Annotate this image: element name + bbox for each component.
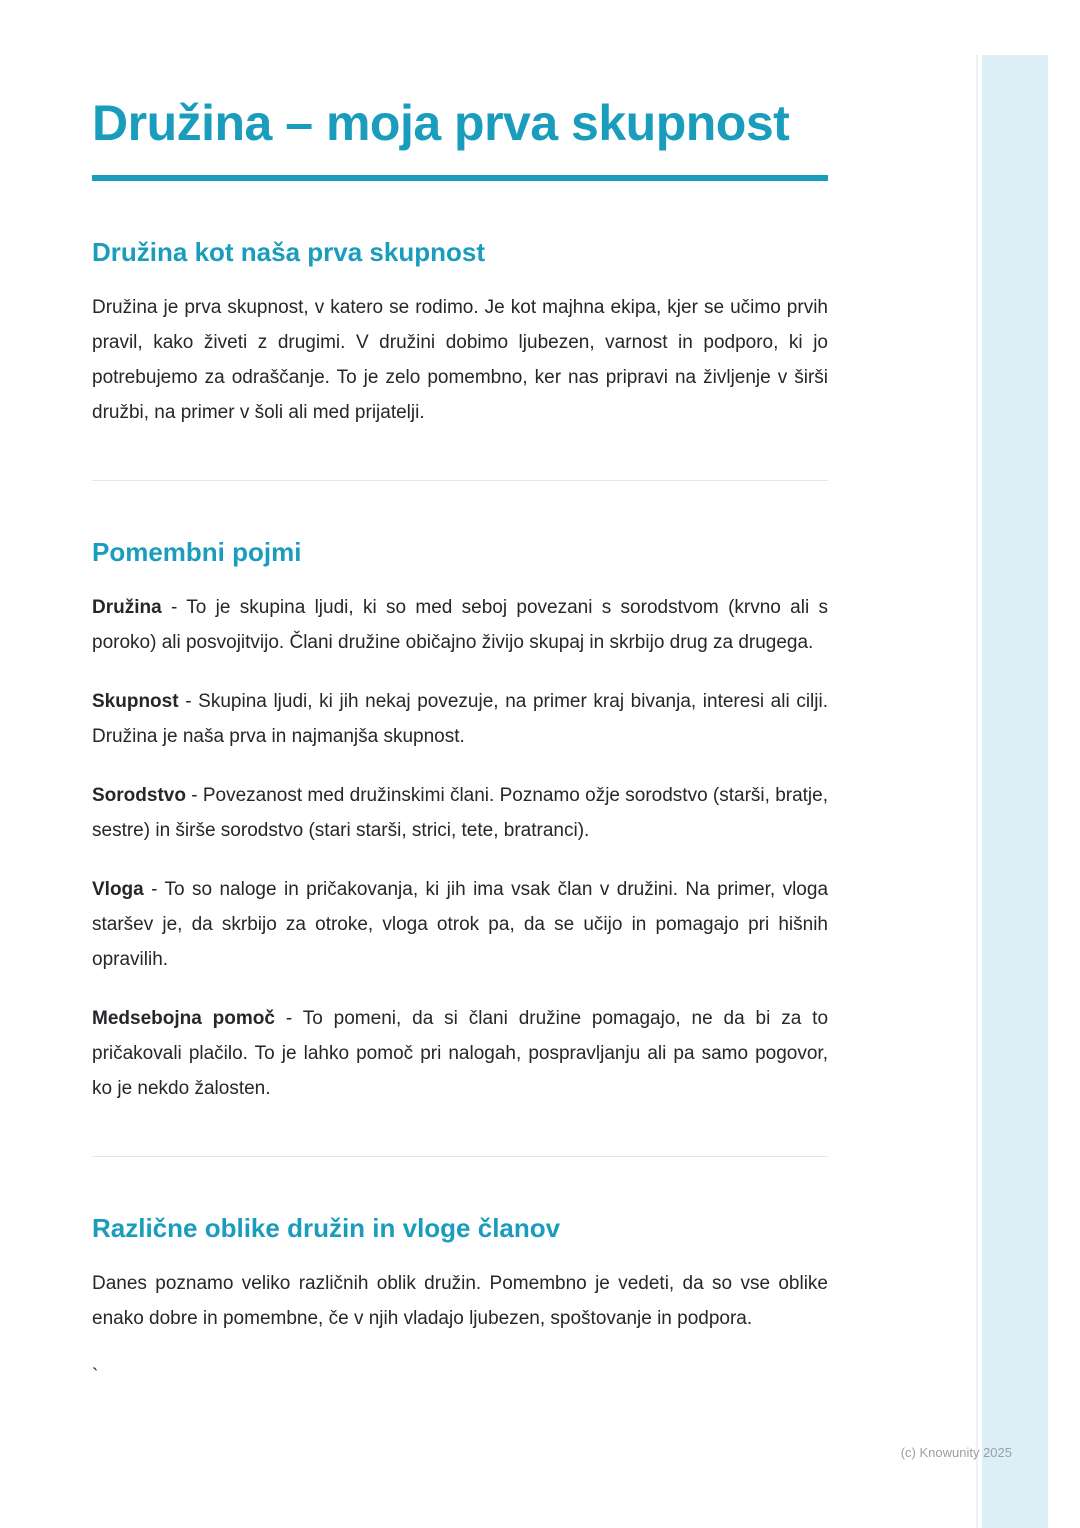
definition-text: - To je skupina ljudi, ki so med seboj povezani s sorodstvom (krvno ali s poroko) ali posvojitvijo. Člani družine običajno živijo skupaj in skrbijo drug za drugega. — [92, 597, 828, 653]
section-heading-important-terms: Pomembni pojmi — [92, 537, 302, 567]
definition-term: Družina — [92, 597, 162, 618]
definition-item — [92, 590, 828, 660]
definition-item — [92, 684, 828, 754]
side-divider-line — [976, 55, 978, 1528]
definition-item — [92, 1001, 828, 1106]
section-heading-first-community: Družina kot naša prva skupnost — [92, 237, 485, 267]
definition-term: Sorodstvo — [92, 785, 186, 806]
definition-text: - To so naloge in pričakovanja, ki jih ima vsak član v družini. Na primer, vloga staršev je, da skrbijo za otroke, vloga otrok pa, da se učijo in pomagajo pri hišnih opravilih. — [92, 879, 829, 970]
section-divider — [92, 1156, 828, 1157]
definition-text: - To pomeni, da si člani družine pomagajo, ne da bi za to pričakovali plačilo. To je lahko pomoč pri nalogah, pospravljanju ali pa samo pogovor, ko je nekdo žalosten. — [92, 1008, 829, 1099]
definition-term: Vloga — [92, 879, 144, 900]
definition-term: Medsebojna pomoč — [92, 1008, 275, 1029]
stray-backtick: ` — [92, 1366, 99, 1387]
definition-term: Skupnost — [92, 691, 179, 712]
side-stripe — [982, 55, 1048, 1528]
paragraph-family-forms: Danes poznamo veliko različnih oblik družin. Pomembno je vedeti, da so vse oblike enako dobre in pomembne, če v njih vladajo ljubezen, spoštovanje in podpora. — [92, 1273, 828, 1329]
definition-item — [92, 778, 828, 848]
paragraph-first-community: Družina je prva skupnost, v katero se rodimo. Je kot majhna ekipa, kjer se učimo prvih pravil, kako živeti z drugimi. V družini dobimo ljubezen, varnost in podporo, ki jo potrebujemo za odraščanje. To je zelo pomembno, ker nas pripravi na življenje v širši družbi, na primer v šoli ali med prijatelji. — [92, 297, 828, 423]
section-divider — [92, 480, 828, 481]
section-heading-family-forms: Različne oblike družin in vloge članov — [92, 1213, 561, 1243]
title-rule — [92, 175, 828, 181]
definition-text: - Skupina ljudi, ki jih nekaj povezuje, na primer kraj bivanja, interesi ali cilji. Družina je naša prva in najmanjša skupnost. — [92, 691, 828, 747]
page-title: Družina – moja prva skupnost — [92, 95, 790, 151]
definition-item — [92, 872, 828, 977]
definition-text: - Povezanost med družinskimi člani. Poznamo ožje sorodstvo (starši, bratje, sestre) in širše sorodstvo (stari starši, strici, tete, bratranci). — [92, 785, 828, 841]
footer-credit: (c) Knowunity 2025 — [900, 1445, 1012, 1460]
